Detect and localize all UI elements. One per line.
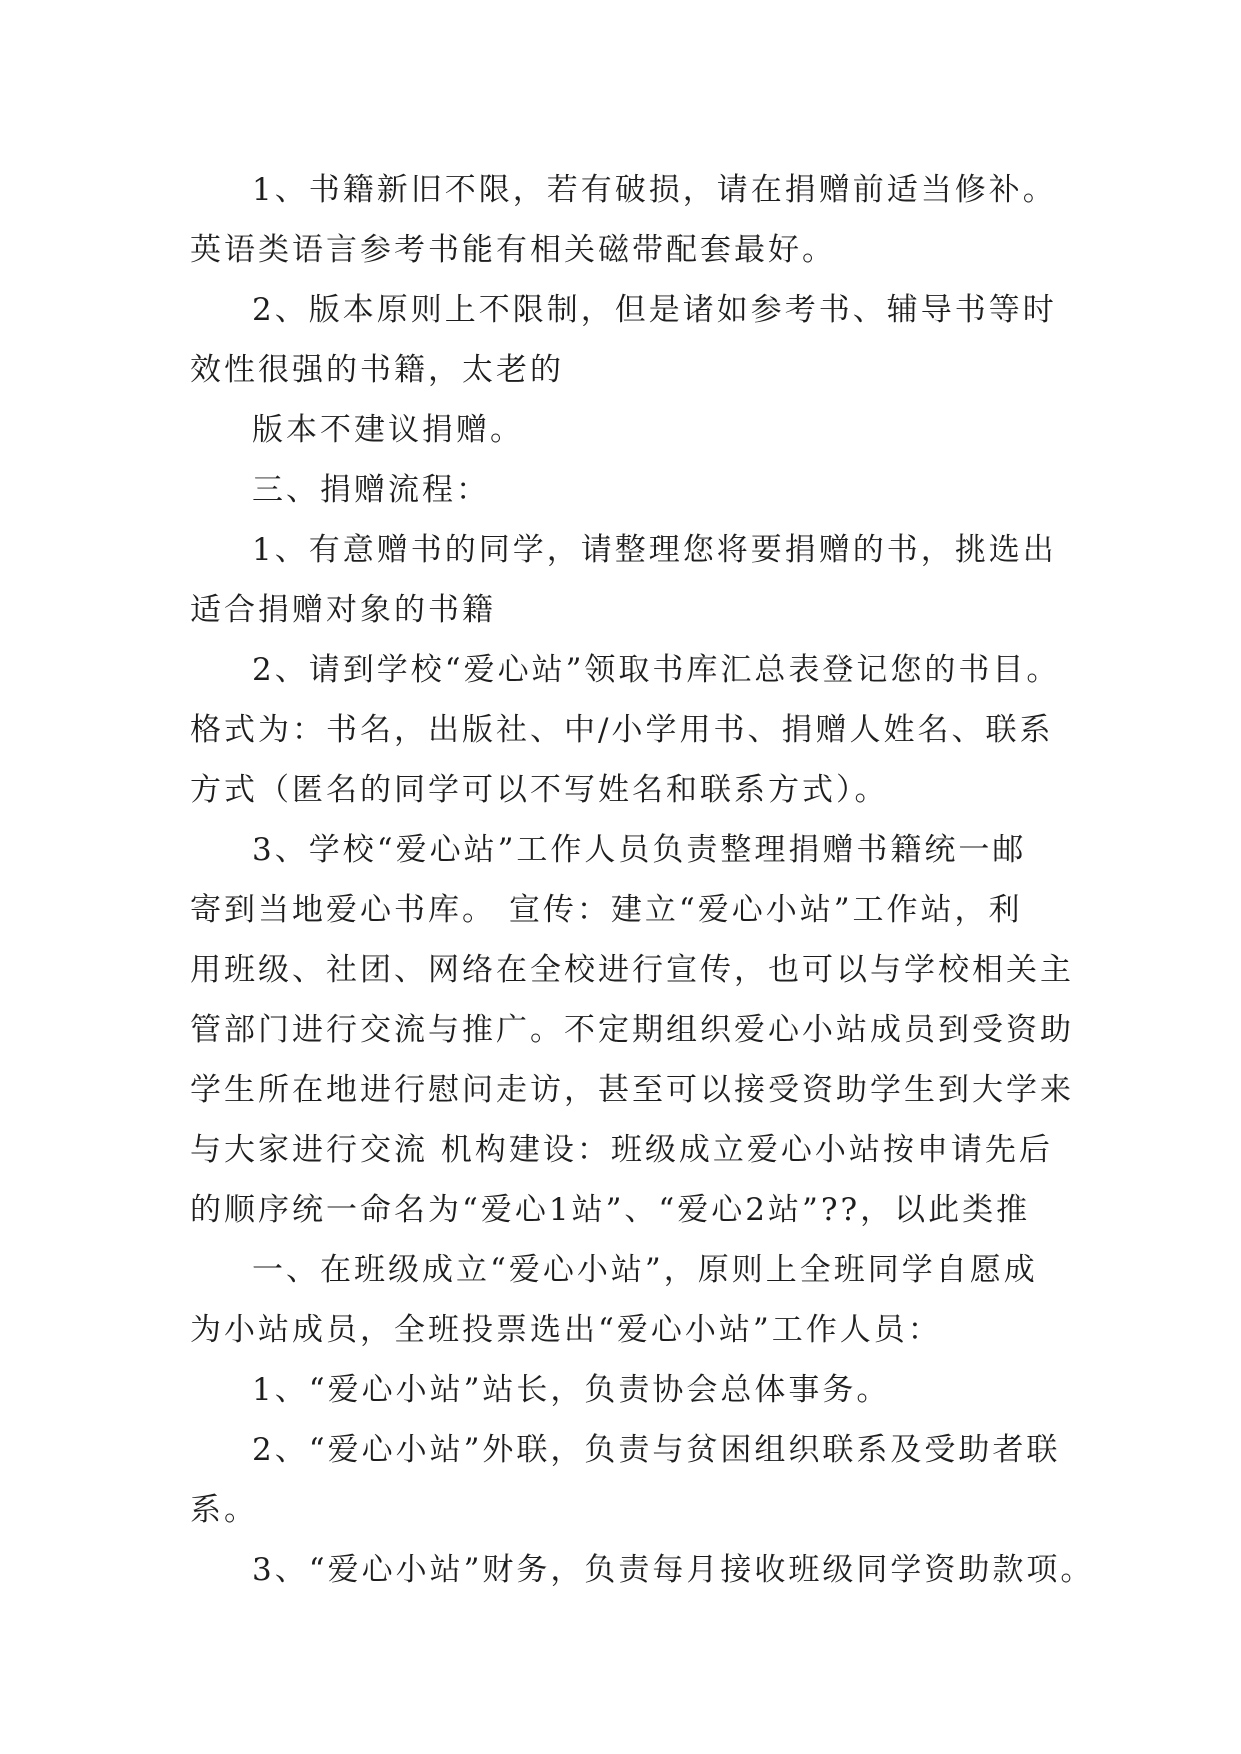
text-line: 系。 bbox=[190, 1492, 258, 1528]
text-line: 3、学校“爱心站”工作人员负责整理捐赠书籍统一邮 bbox=[252, 832, 1027, 868]
text-line: 学生所在地进行慰问走访，甚至可以接受资助学生到大学来 bbox=[190, 1072, 1074, 1108]
text-line: 为小站成员，全班投票选出“爱心小站”工作人员： bbox=[190, 1312, 942, 1348]
text-line: 2、版本原则上不限制，但是诸如参考书、辅导书等时 bbox=[252, 292, 1057, 328]
text-line: 1、书籍新旧不限，若有破损，请在捐赠前适当修补。 bbox=[252, 172, 1057, 208]
text-line: 英语类语言参考书能有相关磁带配套最好。 bbox=[190, 232, 836, 268]
text-line: 1、“爱心小站”站长，负责协会总体事务。 bbox=[252, 1372, 891, 1408]
text-line: 与大家进行交流 机构建设：班级成立爱心小站按申请先后 bbox=[190, 1132, 1053, 1168]
text-line: 方式（匿名的同学可以不写姓名和联系方式）。 bbox=[190, 772, 889, 808]
text-line: 格式为：书名，出版社、中/小学用书、捐赠人姓名、联系 bbox=[190, 712, 1054, 748]
text-line: 2、“爱心小站”外联，负责与贫困组织联系及受助者联 bbox=[252, 1432, 1061, 1468]
text-line: 寄到当地爱心书库。 宣传：建立“爱心小站”工作站，利 bbox=[190, 892, 1023, 928]
document-body bbox=[190, 160, 1095, 1600]
text-line: 1、有意赠书的同学，请整理您将要捐赠的书，挑选出 bbox=[252, 532, 1057, 568]
section-heading: 一、在班级成立“爱心小站”，原则上全班同学自愿成 bbox=[252, 1252, 1038, 1288]
text-line: 用班级、社团、网络在全校进行宣传，也可以与学校相关主 bbox=[190, 952, 1074, 988]
text-line: 管部门进行交流与推广。不定期组织爱心小站成员到受资助 bbox=[190, 1012, 1074, 1048]
text-line: 适合捐赠对象的书籍 bbox=[190, 592, 496, 628]
text-line: 的顺序统一命名为“爱心1站”、“爱心2站”??，以此类推 bbox=[190, 1192, 1031, 1228]
text-line: 版本不建议捐赠。 bbox=[252, 412, 524, 448]
text-line: 效性很强的书籍，太老的 bbox=[190, 352, 564, 388]
text-line: 2、请到学校“爱心站”领取书库汇总表登记您的书目。 bbox=[252, 652, 1061, 688]
text-line: 3、“爱心小站”财务，负责每月接收班级同学资助款项。 bbox=[252, 1552, 1095, 1588]
section-heading: 三、捐赠流程： bbox=[252, 472, 490, 508]
